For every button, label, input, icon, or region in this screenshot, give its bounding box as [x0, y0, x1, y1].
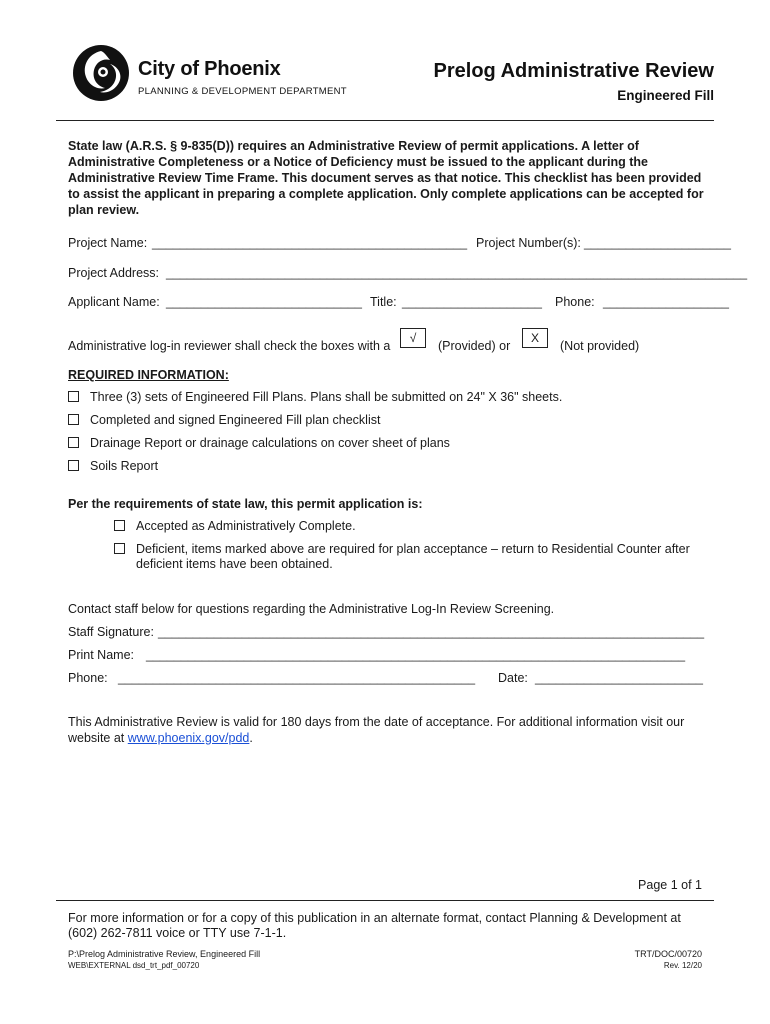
status-deficient-label: Deficient, items marked above are required for plan acceptance – return to Residential Counter after [136, 542, 690, 556]
not-provided-x-box: X [522, 328, 548, 348]
project-name-label: Project Name: [68, 236, 148, 250]
document-title: Prelog Administrative Review [433, 60, 714, 82]
required-item-plans: Three (3) sets of Engineered Fill Plans. Plans shall be submitted on 24" X 36" sheets. [90, 390, 563, 404]
pdd-website-link[interactable]: www.phoenix.gov/pdd [127, 731, 250, 745]
status-accepted-label: Accepted as Administratively Complete. [136, 519, 356, 533]
print-name-label: Print Name: [68, 648, 134, 662]
contact-intro: Contact staff below for questions regarding the Administrative Log-In Review Screening. [68, 602, 555, 616]
footer-file-path: P:\Prelog Administrative Review, Engineered Fill [68, 949, 261, 959]
project-name-field[interactable]: _____________________________________________ [152, 236, 468, 250]
provided-checkmark-box: √ [400, 328, 426, 348]
city-name: City of Phoenix [138, 58, 281, 80]
not-provided-label: (Not provided) [560, 339, 640, 353]
checkbox-soils-report[interactable] [68, 460, 79, 471]
status-deficient-label-cont: deficient items have been obtained. [136, 557, 333, 571]
applicant-name-label: Applicant Name: [68, 295, 160, 309]
footer-revision: Rev. 12/20 [663, 961, 702, 970]
phone-label: Phone: [555, 295, 595, 309]
checkbox-deficient[interactable] [114, 543, 125, 554]
checkbox-plan-checklist[interactable] [68, 414, 79, 425]
phone-field[interactable]: __________________ [603, 295, 730, 309]
footer-contact-text: For more information or for a copy of this publication in an alternate format, contact Planning & Development at [68, 911, 681, 925]
checkbox-accepted[interactable] [114, 520, 125, 531]
title-label: Title: [370, 295, 397, 309]
department-name: PLANNING & DEVELOPMENT DEPARTMENT [138, 86, 347, 97]
header-divider [56, 120, 714, 121]
project-number-label: Project Number(s): [476, 236, 581, 250]
print-name-field[interactable]: _____________________________________________________________________________ [146, 648, 686, 662]
page-number: Page 1 of 1 [638, 878, 702, 892]
staff-signature-label: Staff Signature: [68, 625, 154, 639]
footer-doc-code: TRT/DOC/00720 [634, 949, 702, 959]
required-info-heading: REQUIRED INFORMATION: [68, 368, 229, 382]
contact-phone-label: Phone: [68, 671, 108, 685]
intro-paragraph: State law (A.R.S. § 9-835(D)) requires an Administrative Review of permit applications. A letter of Administrative Completeness or a Notice of Deficiency must be issued to the applicant during the Administrative Review Time Frame. This document serves as that notice. This checklist has been provided to assist the applicant in preparing a complete application. Only complete applications can be accepted for plan review. [68, 139, 704, 217]
document-subtitle: Engineered Fill [617, 88, 714, 103]
validity-website-line [68, 731, 253, 745]
validity-text: This Administrative Review is valid for 180 days from the date of acceptance. For additional information visit our [68, 715, 685, 729]
date-field[interactable]: ________________________ [535, 671, 704, 685]
footer-contact-phone: (602) 262-7811 voice or TTY use 7-1-1. [68, 926, 287, 940]
checkbox-plans[interactable] [68, 391, 79, 402]
footer-divider [56, 900, 714, 901]
required-item-drainage: Drainage Report or drainage calculations on cover sheet of plans [90, 436, 450, 450]
checkbox-drainage-report[interactable] [68, 437, 79, 448]
project-address-label: Project Address: [68, 266, 160, 280]
project-number-field[interactable]: _____________________ [584, 236, 732, 250]
staff-signature-field[interactable]: ______________________________________________________________________________ [158, 625, 705, 639]
footer-web-path: WEB\EXTERNAL dsd_trt_pdf_00720 [68, 961, 200, 970]
provided-label: (Provided) or [438, 339, 511, 353]
legend-instructions: Administrative log-in reviewer shall check the boxes with a [68, 339, 391, 353]
validity-website-suffix: . [249, 731, 253, 745]
status-heading: Per the requirements of state law, this permit application is: [68, 497, 423, 511]
applicant-name-field[interactable]: ____________________________ [166, 295, 363, 309]
project-address-field[interactable]: ___________________________________________________________________________________ [166, 266, 748, 280]
title-field[interactable]: ____________________ [402, 295, 543, 309]
date-label: Date: [498, 671, 528, 685]
contact-phone-field[interactable]: ___________________________________________________ [118, 671, 476, 685]
required-item-checklist: Completed and signed Engineered Fill plan checklist [90, 413, 381, 427]
phoenix-bird-icon [70, 42, 132, 104]
validity-website-prefix: website at [68, 731, 125, 745]
required-item-soils: Soils Report [90, 459, 159, 473]
